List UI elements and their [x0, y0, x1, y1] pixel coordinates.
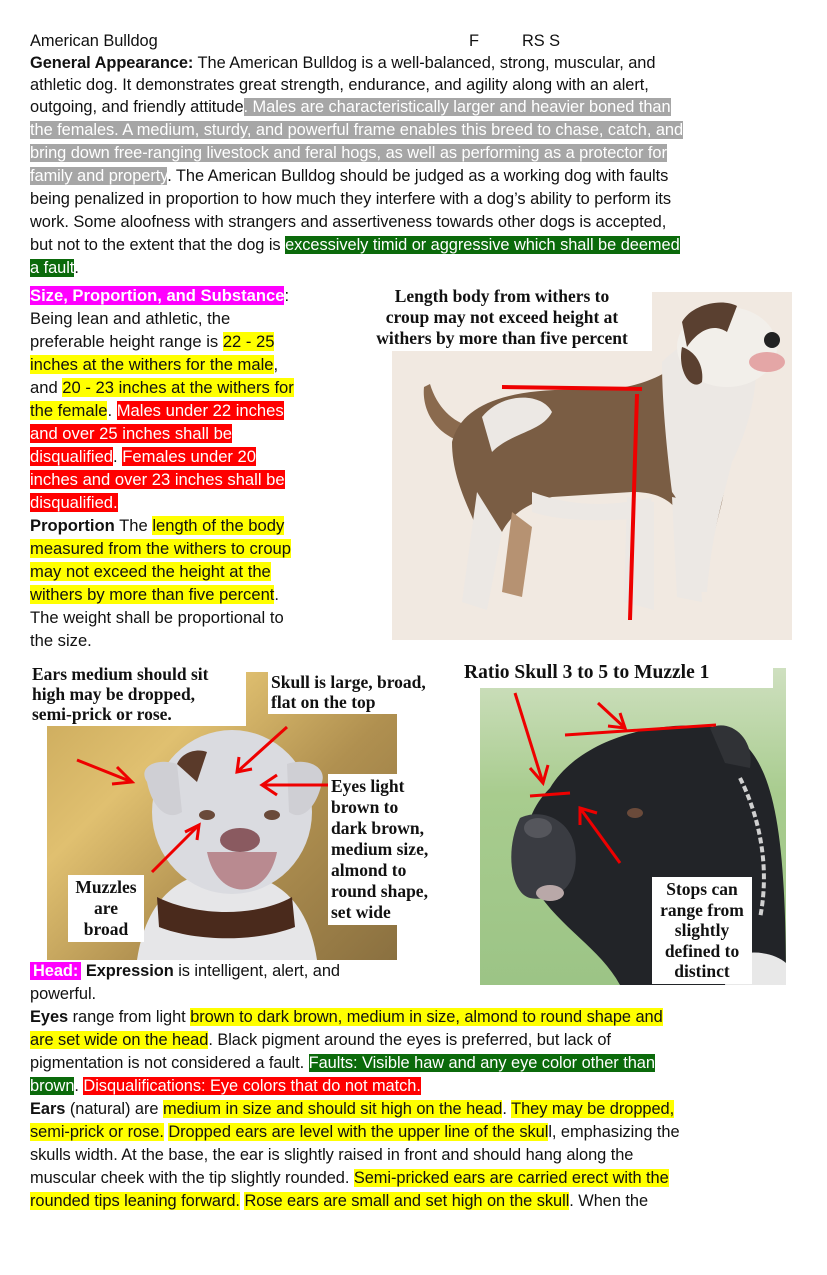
- highlight-gray: family and property: [30, 167, 168, 185]
- general-appearance-label: General Appearance:: [30, 54, 194, 72]
- highlight-standard: measured from the withers to croup: [30, 539, 292, 558]
- highlight-gray: bring down free-ranging livestock and feral hogs, as well as performing as a protector for: [30, 144, 667, 162]
- highlight-fault: brown: [30, 1077, 75, 1095]
- highlight-standard: 22 - 25: [222, 332, 275, 351]
- highlight-disqualification: Disqualifications: Eye colors that do not match.: [83, 1077, 421, 1095]
- highlight-disqualification: Males under 22 inches: [116, 401, 284, 420]
- expression-label: Expression: [85, 962, 174, 980]
- caption-ears: Ears medium should sit high may be dropped, semi-prick or rose.: [30, 662, 246, 726]
- highlight-disqualification: disqualified.: [30, 493, 118, 512]
- highlight-standard: semi-prick or rose.: [30, 1123, 164, 1141]
- proportion-label: Proportion: [30, 516, 115, 535]
- doc-header: [30, 31, 158, 52]
- highlight-standard: medium in size and should sit high on the head: [162, 1100, 503, 1118]
- header-mark-rss: RS S: [522, 32, 561, 50]
- caption-eyes: Eyes light brown to dark brown, medium size, almond to round shape, set wide: [328, 774, 441, 925]
- highlight-disqualification: disqualified: [30, 447, 114, 466]
- highlight-standard: rounded tips leaning forward.: [30, 1192, 240, 1210]
- highlight-gray: . Males are characteristically larger and heavier boned than: [243, 98, 671, 116]
- caption-skull: Skull is large, broad, flat on the top: [268, 670, 454, 714]
- breed-title: American Bulldog: [30, 32, 158, 50]
- document-page: American Bulldog F RS S General Appearance: The American Bulldog is a well-balanced, strong, muscular, and athletic dog. It demonstrates great strength, endurance, and agility along with an alert, outgoing, and friendly attitude. Males are characteristically larger and heavier boned than the females. A medium, sturdy, and powerful frame enables this breed to chase, catch, and bring down free-ranging livestock and feral hogs, as well as performing as a protector for family and property. The American Bulldog should be judged as a working dog with faults being penalized in proportion to how much they interfere with a dog’s ability to perform its work. Some aloofness with strangers and assertiveness towards other dogs is accepted, but not to the extent that the dog is excessively timid or aggressive which shall be deemed a fault. Size, Proportion, and Substance: Being lean and athletic, the preferable height range is 22 - 25 inches at the withers for the male, and 20 - 23 inches at the withers for the female. Males under 22 inches and over 25 inches shall be disqualified. Females under 20 inches and over 23 inches shall be disqualified. Proportion The length of the body measured from the withers to croup may not exceed the height at the withers by more than five percent. The weight shall be proportional to the size. Length body from withers to croup may not exceed height at withers by more than five percent Ears medium should sit high may be dropped, semi-prick or rose. Skull is large, broad, flat on the top Eyes light brown to dark brown, medium size, almond to round shape, set wide Muzzles are broad Ratio Skull 3 to 5 to Muzzle 1 Stops can range from slightly defined to distinct Head: Expression is intelligent, alert, and powerful. Eyes range from light brown to dark brown, medium in size, almond to round shape and are set wide on the head. Black pigment around the eyes is preferred, but lack of pigmentation is not considered a fault. Faults: Visible haw and any eye color other than brown. Disqualifications: Eye colors that do not match. Ears (natural) are medium in size and should sit high on the head. They may be dropped, semi-prick or rose. Dropped ears are level with the upper line of the skull, emphasizing the skulls width. At the base, the ear is slightly raised in front and should hang along the muscular cheek with the tip slightly rounded. Semi-pricked ears are carried erect with the rounded tips leaning forward. Rose ears are small and set high on the skull. When the: [0, 0, 827, 1275]
- highlight-standard: brown to dark brown, medium in size, almond to round shape and: [190, 1008, 663, 1026]
- highlight-standard: 20 - 23 inches at the withers for: [62, 378, 294, 397]
- highlight-standard: may not exceed the height at the: [30, 562, 271, 581]
- section-heading-head: Head:: [30, 962, 81, 980]
- highlight-disqualification: and over 25 inches shall be: [30, 424, 233, 443]
- highlight-standard: are set wide on the head: [30, 1031, 209, 1049]
- highlight-standard: length of the body: [152, 516, 285, 535]
- highlight-standard: Dropped ears are level with the upper line of the skul: [168, 1123, 549, 1141]
- highlight-fault: a fault: [30, 259, 75, 277]
- highlight-disqualification: Females under 20: [122, 447, 257, 466]
- highlight-standard: withers by more than five percent: [30, 585, 275, 604]
- highlight-fault: Faults: Visible haw and any eye color other than: [308, 1054, 655, 1072]
- caption-muzzle: Muzzles are broad: [68, 875, 144, 942]
- highlight-standard: Rose ears are small and set high on the skull: [244, 1192, 570, 1210]
- highlight-standard: Semi-pricked ears are carried erect with the: [353, 1169, 669, 1187]
- caption-ratio: Ratio Skull 3 to 5 to Muzzle 1: [460, 658, 773, 688]
- caption-body-proportion: Length body from withers to croup may not exceed height at withers by more than five percent: [352, 284, 652, 351]
- highlight-standard: the female: [30, 401, 108, 420]
- caption-stops: Stops can range from slightly defined to distinct: [652, 877, 752, 984]
- highlight-standard: inches at the withers for the male: [30, 355, 274, 374]
- eyes-label: Eyes: [30, 1008, 69, 1026]
- highlight-gray: the females. A medium, sturdy, and powerful frame enables this breed to chase, catch, and: [30, 121, 684, 139]
- header-mark-f: F: [469, 32, 479, 50]
- ears-label: Ears: [30, 1100, 66, 1118]
- highlight-standard: They may be dropped,: [511, 1100, 675, 1118]
- highlight-fault: excessively timid or aggressive which shall be deemed: [285, 236, 680, 254]
- section-heading-size: Size, Proportion, and Substance: [30, 286, 285, 305]
- highlight-disqualification: inches and over 23 inches shall be: [30, 470, 285, 489]
